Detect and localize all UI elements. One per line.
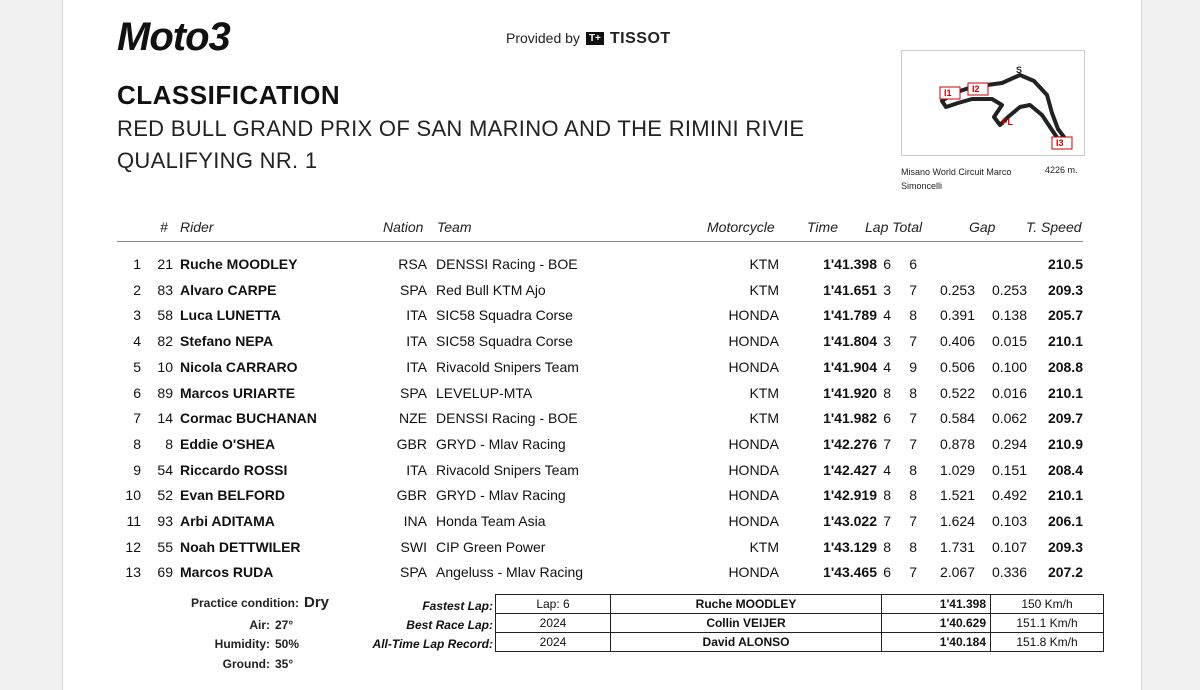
lap-cell: 4 [883, 358, 891, 375]
table-row [117, 385, 1083, 409]
lap-cell: 4 [883, 307, 891, 324]
motorcycle-cell: KTM [749, 384, 779, 401]
lap-cell: 6 [883, 564, 891, 581]
nation-cell: NZE [399, 410, 427, 427]
lap-cell: 6 [883, 256, 891, 272]
best-race-lap-label: Best Race Lap: [406, 618, 493, 632]
nation-cell: SPA [400, 384, 427, 401]
header-speed: T. Speed [1026, 219, 1082, 235]
motorcycle-cell: KTM [749, 410, 779, 427]
nation-cell: SPA [400, 564, 427, 581]
gap-previous-cell: 0.016 [991, 384, 1027, 401]
track-map [901, 50, 1085, 156]
header-nation: Nation [383, 219, 424, 235]
best-race-lap-row [496, 614, 1104, 633]
total-laps-cell: 7 [909, 410, 917, 427]
position-cell: 3 [133, 307, 141, 324]
nation-cell: ITA [406, 333, 427, 350]
team-cell: Rivacold Snipers Team [436, 358, 579, 375]
position-cell: 11 [126, 513, 141, 529]
total-laps-cell: 7 [909, 333, 917, 350]
rider-name-cell: Ruche MOODLEY [180, 256, 298, 272]
tissot-cross-icon: T+ [586, 32, 604, 45]
start-marker: S [1016, 65, 1023, 75]
top-speed-cell: 208.8 [1047, 358, 1083, 375]
position-cell: 13 [125, 564, 141, 581]
table-row [117, 487, 1083, 511]
rider-name-cell: Alvaro CARPE [180, 281, 277, 298]
header-number: # [160, 219, 168, 235]
gap-previous-cell: 0.062 [991, 410, 1027, 427]
rider-number-cell: 93 [157, 513, 173, 529]
rider-number-cell: 10 [157, 358, 173, 375]
record-cell: 150 Km/h [991, 595, 1104, 614]
i3-marker: I3 [1056, 138, 1064, 148]
rider-number-cell: 58 [157, 307, 173, 324]
lap-time-cell: 1'41.651 [823, 281, 877, 298]
humidity-label: Humidity: [214, 637, 270, 651]
lap-time-cell: 1'41.920 [823, 384, 877, 401]
gap-first-cell: 1.029 [939, 461, 975, 478]
team-cell: LEVELUP-MTA [436, 384, 533, 401]
team-cell: DENSSI Racing - BOE [436, 256, 578, 272]
motorcycle-cell: KTM [749, 538, 779, 555]
ground-value: 35° [275, 657, 294, 671]
position-cell: 4 [133, 333, 141, 350]
gap-first-cell: 0.878 [939, 435, 975, 452]
record-cell: 151.8 Km/h [991, 633, 1104, 652]
gap-previous-cell: 0.492 [991, 487, 1027, 504]
rider-name-cell: Cormac BUCHANAN [180, 410, 317, 427]
motorcycle-cell: HONDA [728, 513, 779, 529]
table-row [117, 462, 1083, 486]
top-speed-cell: 208.4 [1047, 461, 1083, 478]
lap-time-cell: 1'41.982 [823, 410, 877, 427]
rider-number-cell: 69 [157, 564, 173, 581]
team-cell: GRYD - Mlav Racing [436, 487, 566, 504]
humidity-value: 50% [275, 637, 300, 651]
rider-number-cell: 89 [157, 384, 173, 401]
lap-time-cell: 1'43.465 [823, 564, 877, 581]
rider-number-cell: 8 [165, 435, 173, 452]
position-cell: 5 [133, 358, 141, 375]
lap-cell: 4 [883, 461, 891, 478]
nation-cell: GBR [396, 487, 427, 504]
nation-cell: SPA [400, 281, 427, 298]
session-name: QUALIFYING NR. 1 [117, 148, 318, 173]
gap-previous-cell: 0.253 [991, 281, 1027, 298]
motorcycle-cell: HONDA [728, 333, 779, 350]
record-cell: 2024 [496, 633, 611, 652]
record-cell: 151.1 Km/h [991, 614, 1104, 633]
nation-cell: INA [403, 513, 427, 529]
table-row [117, 513, 1083, 537]
top-speed-cell: 210.1 [1047, 333, 1083, 350]
top-speed-cell: 210.5 [1047, 256, 1083, 272]
record-cell: 1'40.184 [882, 633, 991, 652]
circuit-length: 4226 m. [1045, 165, 1078, 175]
gap-previous-cell: 0.294 [991, 435, 1027, 452]
rider-name-cell: Evan BELFORD [180, 487, 286, 504]
gap-first-cell: 0.522 [939, 384, 975, 401]
position-cell: 6 [133, 384, 141, 401]
lap-time-cell: 1'41.398 [823, 256, 877, 272]
rider-number-cell: 14 [157, 410, 173, 427]
lap-cell: 8 [883, 538, 891, 555]
team-cell: Rivacold Snipers Team [436, 461, 579, 478]
rider-name-cell: Stefano NEPA [180, 333, 274, 350]
total-laps-cell: 7 [909, 564, 917, 581]
records-table [495, 594, 1104, 652]
rider-number-cell: 82 [157, 333, 173, 350]
motorcycle-cell: HONDA [728, 461, 779, 478]
top-speed-cell: 210.9 [1047, 435, 1083, 452]
rider-name-cell: Luca LUNETTA [180, 307, 281, 324]
total-laps-cell: 8 [909, 461, 917, 478]
team-cell: Red Bull KTM Ajo [436, 281, 546, 298]
total-laps-cell: 9 [909, 358, 917, 375]
table-row [117, 282, 1083, 306]
lap-time-cell: 1'42.276 [823, 435, 877, 452]
rider-name-cell: Nicola CARRARO [180, 358, 298, 375]
total-laps-cell: 8 [909, 538, 917, 555]
practice-condition-value: Dry [304, 594, 330, 611]
lap-time-cell: 1'43.022 [823, 513, 877, 529]
team-cell: CIP Green Power [436, 538, 546, 555]
total-laps-cell: 6 [909, 256, 917, 272]
record-cell: Collin VEIJER [611, 614, 882, 633]
position-cell: 8 [133, 435, 141, 452]
lap-time-cell: 1'41.904 [823, 358, 877, 375]
record-cell: 1'41.398 [882, 595, 991, 614]
gap-previous-cell: 0.015 [991, 333, 1027, 350]
event-name: RED BULL GRAND PRIX OF SAN MARINO AND THE RIMINI RIVIE [117, 116, 805, 141]
position-cell: 2 [133, 281, 141, 298]
header-divider [117, 241, 1083, 242]
table-row [117, 359, 1083, 383]
total-laps-cell: 7 [909, 435, 917, 452]
air-value: 27° [275, 618, 294, 632]
record-cell: Ruche MOODLEY [611, 595, 882, 614]
header-team: Team [437, 219, 472, 235]
top-speed-cell: 210.1 [1047, 487, 1083, 504]
top-speed-cell: 205.7 [1047, 307, 1083, 324]
circuit-name: Misano World Circuit Marco Simoncelli [901, 167, 1012, 191]
motorcycle-cell: HONDA [728, 358, 779, 375]
record-cell: Lap: 6 [496, 595, 611, 614]
lap-time-cell: 1'42.919 [823, 487, 877, 504]
provided-by [506, 30, 671, 48]
top-speed-cell: 207.2 [1047, 564, 1083, 581]
top-speed-cell: 209.3 [1047, 281, 1083, 298]
lap-time-cell: 1'41.789 [823, 307, 877, 324]
all-time-lap-record-label: All-Time Lap Record: [372, 637, 493, 651]
total-laps-cell: 7 [909, 281, 917, 298]
lap-cell: 3 [883, 333, 891, 350]
rider-name-cell: Eddie O'SHEA [180, 435, 276, 452]
gap-previous-cell: 0.336 [991, 564, 1027, 581]
table-row [117, 436, 1083, 460]
document-page [62, 0, 1142, 690]
rider-name-cell: Marcos RUDA [180, 564, 274, 581]
ground-label: Ground: [222, 657, 270, 671]
i2-marker: I2 [972, 84, 980, 94]
team-cell: Angeluss - Mlav Racing [436, 564, 584, 581]
motorcycle-cell: HONDA [728, 487, 779, 504]
total-laps-cell: 8 [909, 384, 917, 401]
header-lap-total: Lap Total [865, 219, 923, 235]
header-gap: Gap [969, 219, 996, 235]
team-cell: Honda Team Asia [436, 513, 546, 529]
gap-first-cell: 1.521 [939, 487, 975, 504]
header-rider: Rider [180, 219, 214, 235]
header-motorcycle: Motorcycle [707, 219, 775, 235]
lap-cell: 8 [883, 487, 891, 504]
motorcycle-cell: HONDA [728, 307, 779, 324]
top-speed-cell: 210.1 [1047, 384, 1083, 401]
moto3-logo [117, 14, 317, 56]
total-laps-cell: 8 [909, 307, 917, 324]
motorcycle-cell: KTM [749, 281, 779, 298]
team-cell: SIC58 Squadra Corse [436, 333, 573, 350]
fastest-lap-label: Fastest Lap: [422, 599, 493, 613]
lap-cell: 7 [883, 513, 891, 529]
lap-time-cell: 1'43.129 [823, 538, 877, 555]
position-cell: 10 [125, 487, 141, 504]
top-speed-cell: 206.1 [1047, 513, 1083, 529]
air-label: Air: [249, 618, 270, 632]
table-row [117, 307, 1083, 331]
table-row [117, 564, 1083, 588]
nation-cell: RSA [398, 256, 427, 272]
total-laps-cell: 7 [909, 513, 917, 529]
record-cell: 2024 [496, 614, 611, 633]
fastest-lap-row [496, 595, 1104, 614]
lap-cell: 3 [883, 281, 891, 298]
position-cell: 7 [133, 410, 141, 427]
nation-cell: GBR [396, 435, 427, 452]
team-cell: GRYD - Mlav Racing [436, 435, 566, 452]
nation-cell: SWI [400, 538, 427, 555]
lap-cell: 7 [883, 435, 891, 452]
table-row [117, 256, 1083, 280]
total-laps-cell: 8 [909, 487, 917, 504]
rider-number-cell: 52 [157, 487, 173, 504]
record-cell: 1'40.629 [882, 614, 991, 633]
gap-first-cell: 0.584 [939, 410, 975, 427]
rider-name-cell: Arbi ADITAMA [180, 513, 275, 529]
all-time-record-row [496, 633, 1104, 652]
motorcycle-cell: HONDA [728, 435, 779, 452]
nation-cell: ITA [406, 461, 427, 478]
i1-marker: I1 [944, 88, 952, 98]
team-cell: DENSSI Racing - BOE [436, 410, 578, 427]
sponsor-name: TISSOT [609, 30, 671, 47]
gap-first-cell: 1.624 [939, 513, 975, 529]
gap-previous-cell: 0.138 [991, 307, 1027, 324]
track-map-svg [902, 51, 1084, 155]
lap-time-cell: 1'41.804 [823, 333, 877, 350]
gap-first-cell: 2.067 [939, 564, 975, 581]
nation-cell: ITA [406, 307, 427, 324]
table-row [117, 410, 1083, 434]
rider-number-cell: 55 [157, 538, 173, 555]
lap-time-cell: 1'42.427 [823, 461, 877, 478]
page-title: CLASSIFICATION [117, 80, 341, 110]
rider-number-cell: 54 [157, 461, 173, 478]
provided-by-label: Provided by [506, 30, 580, 46]
motorcycle-cell: KTM [749, 256, 779, 272]
gap-first-cell: 1.731 [939, 538, 975, 555]
lap-cell: 8 [883, 384, 891, 401]
top-speed-cell: 209.7 [1047, 410, 1083, 427]
position-cell: 12 [125, 538, 141, 555]
motorcycle-cell: HONDA [728, 564, 779, 581]
gap-previous-cell: 0.151 [991, 461, 1027, 478]
rider-name-cell: Noah DETTWILER [180, 538, 301, 555]
practice-condition-label: Practice condition: [190, 596, 299, 610]
position-cell: 9 [133, 461, 141, 478]
circuit-outline [942, 75, 1064, 139]
gap-first-cell: 0.506 [939, 358, 975, 375]
top-speed-cell: 209.3 [1047, 538, 1083, 555]
svg-text:Moto3: Moto3 [117, 15, 230, 56]
table-row [117, 539, 1083, 563]
rider-name-cell: Riccardo ROSSI [180, 461, 288, 478]
rider-number-cell: 21 [157, 256, 173, 272]
gap-first-cell: 0.406 [939, 333, 975, 350]
header-time: Time [807, 219, 838, 235]
rider-name-cell: Marcos URIARTE [180, 384, 296, 401]
gap-previous-cell: 0.100 [991, 358, 1027, 375]
gap-previous-cell: 0.107 [991, 538, 1027, 555]
nation-cell: ITA [406, 358, 427, 375]
lap-cell: 6 [883, 410, 891, 427]
position-cell: 1 [133, 256, 141, 272]
gap-previous-cell: 0.103 [991, 513, 1027, 529]
team-cell: SIC58 Squadra Corse [436, 307, 573, 324]
record-cell: David ALONSO [611, 633, 882, 652]
table-row [117, 333, 1083, 357]
fl-marker: FL [1002, 117, 1013, 127]
gap-first-cell: 0.253 [939, 281, 975, 298]
gap-first-cell: 0.391 [939, 307, 975, 324]
rider-number-cell: 83 [157, 281, 173, 298]
